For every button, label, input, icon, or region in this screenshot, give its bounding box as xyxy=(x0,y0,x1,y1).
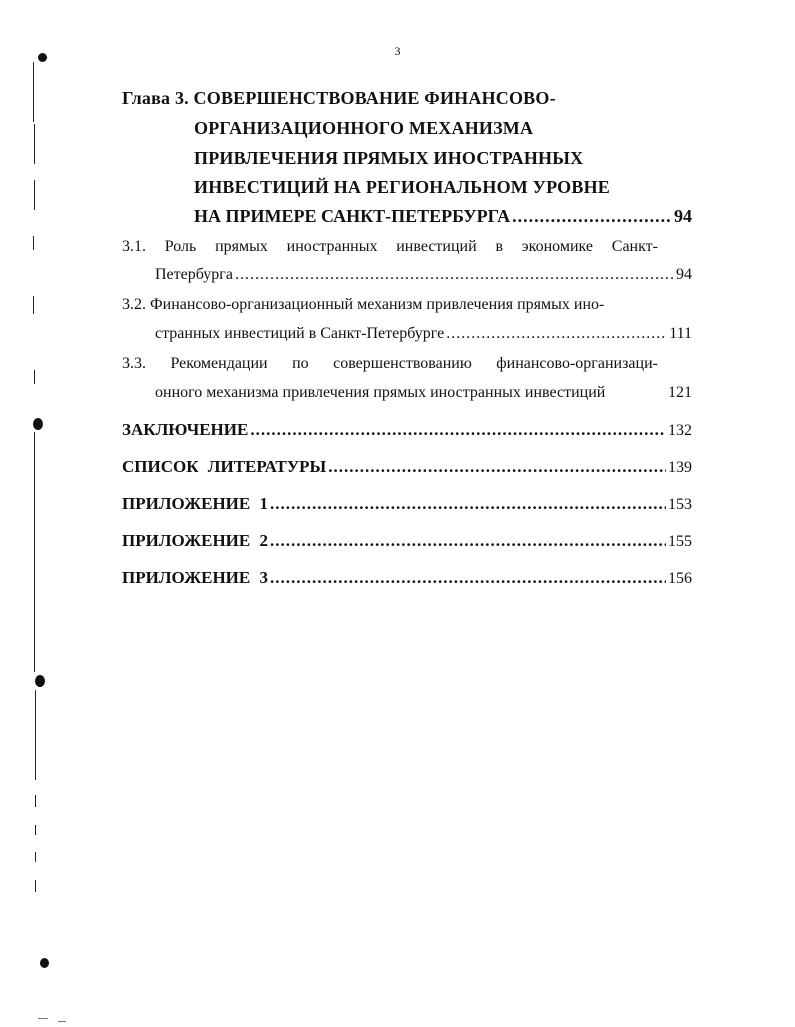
section-3-1-last-line: Петербурга ..... 94 xyxy=(155,266,692,284)
chapter-title-line-1: Глава 3. СОВЕРШЕНСТВОВАНИЕ ФИНАНСОВО- xyxy=(122,88,556,108)
dot-leader xyxy=(250,420,666,440)
chapter-toc-entry xyxy=(194,206,692,227)
chapter-page-number: 94 xyxy=(674,206,692,226)
page-number: 3 xyxy=(394,44,401,58)
dot-leader xyxy=(270,494,666,514)
section-3-3-last-line: онного механизма привлечения прямых иностранных инвестиций 121 xyxy=(155,384,692,401)
scan-edge-line xyxy=(34,370,35,384)
scan-hole-mark xyxy=(40,958,49,968)
scan-edge-line xyxy=(35,825,36,835)
scan-edge-line xyxy=(34,432,35,672)
scan-edge-line xyxy=(35,690,36,780)
scan-edge-line xyxy=(34,124,35,164)
scan-hole-mark xyxy=(35,675,45,687)
scan-edge-line xyxy=(35,852,36,862)
chapter-title-line-2: ОРГАНИЗАЦИОННОГО МЕХАНИЗМА xyxy=(194,118,534,138)
scan-edge-line xyxy=(58,1021,66,1022)
dot-leader xyxy=(235,266,674,284)
dot-leader xyxy=(270,568,666,588)
section-3-2-first-line: 3.2. Финансово-организационный механизм привлечения прямых ино- xyxy=(122,296,605,313)
dot-leader xyxy=(328,457,666,477)
dot-leader xyxy=(512,206,672,227)
scan-edge-line xyxy=(34,180,35,210)
scan-edge-line xyxy=(33,62,34,122)
toc-entry-appendix-3: ПРИЛОЖЕНИЕ 3 ..... 156 xyxy=(122,568,692,588)
chapter-title-line-5: НА ПРИМЕРЕ САНКТ-ПЕТЕРБУРГА xyxy=(194,206,511,226)
scan-edge-line xyxy=(33,236,34,250)
toc-entry-conclusion: ЗАКЛЮЧЕНИЕ ..... 132 xyxy=(122,420,692,440)
section-3-3-page: 121 xyxy=(668,384,692,401)
scan-edge-line xyxy=(35,795,36,807)
section-3-3-first-line: 3.3. Рекомендации по совершенствованию финансово-организаци- xyxy=(122,355,658,372)
scan-edge-line xyxy=(35,880,36,892)
section-3-2-page: 111 xyxy=(669,325,692,342)
section-3-1-first-line: 3.1. Роль прямых иностранных инвестиций в экономике Санкт- xyxy=(122,238,658,255)
toc-entry-appendix-2: ПРИЛОЖЕНИЕ 2 ..... 155 xyxy=(122,531,692,551)
dot-leader xyxy=(446,325,667,343)
chapter-title-line-3: ПРИВЛЕЧЕНИЯ ПРЯМЫХ ИНОСТРАННЫХ xyxy=(194,148,584,168)
section-3-1-page: 94 xyxy=(676,266,692,283)
scan-hole-mark xyxy=(38,53,47,62)
dot-leader xyxy=(270,531,666,551)
toc-entry-bibliography: СПИСОК ЛИТЕРАТУРЫ ..... 139 xyxy=(122,457,692,477)
scan-edge-line xyxy=(33,296,34,314)
chapter-title-line-4: ИНВЕСТИЦИЙ НА РЕГИОНАЛЬНОМ УРОВНЕ xyxy=(194,177,610,197)
toc-entry-appendix-1: ПРИЛОЖЕНИЕ 1 ..... 153 xyxy=(122,494,692,514)
scan-edge-line xyxy=(38,1018,48,1019)
section-3-2-last-line: странных инвестиций в Санкт-Петербурге ..... 111 xyxy=(155,325,692,343)
scan-hole-mark xyxy=(33,418,43,430)
